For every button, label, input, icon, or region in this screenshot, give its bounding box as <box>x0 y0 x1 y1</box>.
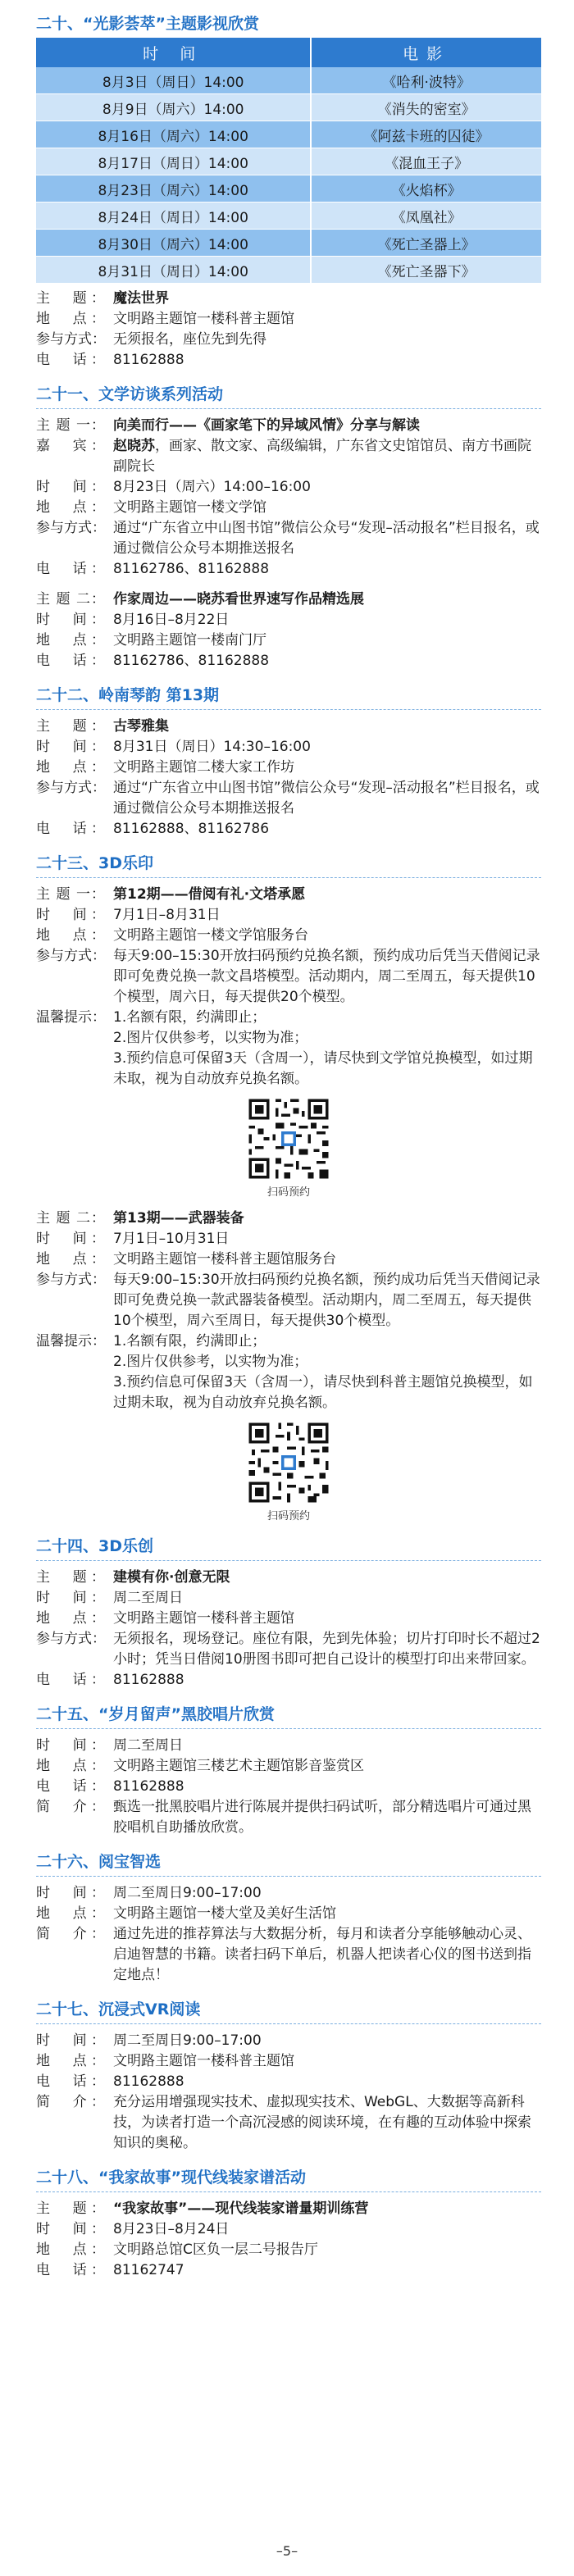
info-value: 每天9:00–15:30开放扫码预约兑换名额，预约成功后凭当天借阅记录即可免费兑换一款武器装备模型。活动期内，周二至周五，每天提供10个模型，周六至周日，每天提供30个模型。 <box>113 1272 540 1329</box>
info-value: 无须报名，座位先到先得 <box>113 331 266 348</box>
info-row <box>36 737 541 758</box>
info-label: 主 题 二： <box>36 591 105 608</box>
info-row <box>36 436 541 477</box>
table-cell: 《火焰杯》 <box>311 175 541 203</box>
info-row <box>36 1777 541 1797</box>
table-row <box>36 94 541 121</box>
info-label: 简 介： <box>36 2094 105 2110</box>
info-label: 时 间： <box>36 739 105 755</box>
guest-name: 赵晓苏 <box>113 438 155 454</box>
info-row <box>36 518 541 559</box>
info-value: 81162786、81162888 <box>113 653 270 669</box>
info-value: 甄选一批黑胶唱片进行陈展并提供扫码试听，部分精选唱片可通过黑胶唱机自助播放欣赏。 <box>113 1799 531 1836</box>
info-label: 时 间： <box>36 2221 105 2237</box>
divider <box>36 2023 541 2024</box>
info-value: “我家故事”——现代线装家谱量期训练营 <box>113 2201 369 2217</box>
info-value: 周二至周日 <box>113 1590 183 1606</box>
info-value: 作家周边——晓苏看世界速写作品精选展 <box>113 591 364 608</box>
issue-number: 第12期 <box>113 886 161 903</box>
info-label: 简 介： <box>36 1799 105 1815</box>
info-label: 参与方式： <box>36 1631 106 1647</box>
info-row <box>36 2260 541 2281</box>
info-label: 地 点： <box>36 759 105 776</box>
info-row <box>36 2072 541 2092</box>
info-value: 文明路总馆C区负一层二号报告厅 <box>113 2241 318 2258</box>
qr-code-icon[interactable] <box>246 1420 331 1505</box>
info-value: 81162786、81162888 <box>113 561 270 577</box>
table-row <box>36 121 541 148</box>
info-label: 地 点： <box>36 2241 105 2258</box>
movie-table <box>36 38 541 284</box>
info-row <box>36 2092 541 2154</box>
note-item: 1.名额有限，约满即止； <box>113 1333 266 1349</box>
info-row <box>36 610 541 630</box>
info-row <box>36 1568 541 1588</box>
table-cell: 《混血王子》 <box>311 148 541 175</box>
info-value: 魔法世界 <box>113 290 169 307</box>
info-row <box>36 350 541 371</box>
info-value: 81162747 <box>113 2262 184 2278</box>
section-title: 二十一、文学访谈系列活动 <box>36 385 224 403</box>
notes-label: 温馨提示： <box>36 1009 106 1026</box>
table-cell: 《消失的密室》 <box>311 94 541 121</box>
info-row <box>36 498 541 518</box>
info-row <box>36 651 541 671</box>
info-row <box>36 819 541 840</box>
info-value: 文明路主题馆一楼文学馆 <box>113 499 266 516</box>
table-header: 时 间 <box>36 38 311 67</box>
info-label: 电 话： <box>36 1778 105 1795</box>
info-label: 时 间： <box>36 1231 105 1247</box>
info-value: 文明路主题馆一楼科普主题馆 <box>113 1610 294 1627</box>
info-row <box>36 2219 541 2240</box>
info-label: 地 点： <box>36 311 105 327</box>
info-label: 电 话： <box>36 1672 105 1688</box>
qr-block <box>239 1096 338 1199</box>
info-row <box>36 758 541 778</box>
guest-bio: ，画家、散文家、高级编辑，广东省文史馆馆员、南方书画院副院长 <box>113 438 531 475</box>
info-value: 8月16日–8月22日 <box>113 612 230 628</box>
issue-number: 第13期 <box>113 1210 161 1227</box>
section-title: 二十五、“岁月留声”黑胶唱片欣赏 <box>36 1705 275 1723</box>
table-row <box>36 230 541 257</box>
info-value: 8月31日（周日）14:30–16:00 <box>113 739 311 755</box>
table-cell: 8月9日（周六）14:00 <box>36 94 311 121</box>
info-label: 简 介： <box>36 1926 105 1942</box>
divider <box>36 408 541 409</box>
info-value: 通过先进的推荐算法与大数据分析，每月和读者分享能够触动心灵、启迪智慧的书籍。读者扫码下单后，机器人把读者心仪的图书送到指定地点！ <box>113 1926 531 1983</box>
info-row <box>36 630 541 651</box>
info-row <box>36 559 541 580</box>
table-header: 电影 <box>311 38 541 67</box>
info-label: 地 点： <box>36 632 105 649</box>
info-value: 文明路主题馆三楼艺术主题馆影音鉴赏区 <box>113 1758 364 1774</box>
info-label: 电 话： <box>36 653 105 669</box>
divider <box>36 877 541 878</box>
table-cell: 《凤凰社》 <box>311 203 541 230</box>
divider <box>36 1560 541 1561</box>
info-label: 电 话： <box>36 352 105 368</box>
divider <box>36 1728 541 1729</box>
info-row <box>36 2199 541 2219</box>
info-row <box>36 2051 541 2072</box>
info-value: 81162888 <box>113 352 184 368</box>
info-label: 地 点： <box>36 1758 105 1774</box>
table-cell: 8月16日（周六）14:00 <box>36 121 311 148</box>
info-value: 充分运用增强现实技术、虚拟现实技术、WebGL、大数据等高新科技，为读者打造一个高沉浸感的阅读环境，在有趣的互动体验中探索知识的奥秘。 <box>113 2094 531 2151</box>
section-title: 二十二、岭南琴韵 第13期 <box>36 686 220 704</box>
info-value: 建模有你·创意无限 <box>113 1569 230 1586</box>
info-label: 地 点： <box>36 1905 105 1922</box>
issue-theme: ——武器装备 <box>160 1210 244 1227</box>
info-row <box>36 1270 541 1331</box>
info-row <box>36 778 541 819</box>
info-value <box>113 1208 541 1229</box>
notes-row <box>36 1008 541 1090</box>
info-row <box>36 1797 541 1838</box>
note-item: 2.图片仅供参考，以实物为准； <box>113 1354 308 1370</box>
section-title: 二十三、3D乐印 <box>36 854 153 872</box>
info-label: 地 点： <box>36 2053 105 2069</box>
info-value: 通过“广东省立中山图书馆”微信公众号“发现–活动报名”栏目报名，或通过微信公众号本期推送报名 <box>113 780 540 817</box>
table-cell: 《阿兹卡班的囚徒》 <box>311 121 541 148</box>
info-row <box>36 1904 541 1924</box>
qr-caption: 扫码预约 <box>266 1510 310 1522</box>
info-label: 电 话： <box>36 561 105 577</box>
info-row <box>36 905 541 926</box>
info-value: 周二至周日9:00–17:00 <box>113 2032 262 2049</box>
info-value: 每天9:00–15:30开放扫码预约兑换名额，预约成功后凭当天借阅记录即可免费兑换一款文昌塔模型。活动期内，周二至周五，每天提供10个模型，周六日，每天提供20个模型。 <box>113 948 540 1005</box>
info-value: 通过“广东省立中山图书馆”微信公众号“发现–活动报名”栏目报名，或通过微信公众号本期推送报名 <box>113 520 540 557</box>
info-row <box>36 309 541 330</box>
table-cell: 《哈利·波特》 <box>311 67 541 94</box>
info-value: 周二至周日9:00–17:00 <box>113 1885 262 1901</box>
info-label: 电 话： <box>36 2262 105 2278</box>
qr-code-icon[interactable] <box>246 1096 331 1181</box>
table-row <box>36 175 541 203</box>
info-row <box>36 1588 541 1609</box>
info-row <box>36 1229 541 1249</box>
info-label: 参与方式： <box>36 1272 106 1288</box>
qr-caption: 扫码预约 <box>266 1186 310 1199</box>
section-title: 二十、“光影荟萃”主题影视欣赏 <box>36 15 259 33</box>
info-label: 参与方式： <box>36 780 106 796</box>
divider <box>36 709 541 710</box>
info-row <box>36 477 541 498</box>
info-value: 81162888 <box>113 1672 184 1688</box>
note-item: 3.预约信息可保留3天（含周一），请尽快到科普主题馆兑换模型，如过期未取，视为自动放弃兑换名额。 <box>113 1374 533 1411</box>
note-item: 2.图片仅供参考，以实物为准； <box>113 1030 308 1046</box>
info-row <box>36 1756 541 1777</box>
info-value: 古琴雅集 <box>113 718 169 735</box>
table-row <box>36 203 541 230</box>
section-title: 二十七、沉浸式VR阅读 <box>36 2000 201 2018</box>
info-label: 时 间： <box>36 612 105 628</box>
info-label: 地 点： <box>36 1610 105 1627</box>
info-row <box>36 1924 541 1986</box>
info-value: 文明路主题馆一楼大堂及美好生活馆 <box>113 1905 336 1922</box>
info-row <box>36 289 541 309</box>
info-label: 参与方式： <box>36 520 106 536</box>
info-value: 文明路主题馆一楼科普主题馆 <box>113 311 294 327</box>
table-cell: 8月3日（周日）14:00 <box>36 67 311 94</box>
divider <box>36 1876 541 1877</box>
info-value: 周二至周日 <box>113 1737 183 1754</box>
info-value: 81162888、81162786 <box>113 821 270 837</box>
info-value: 文明路主题馆一楼文学馆服务台 <box>113 927 308 944</box>
info-label: 嘉 宾： <box>36 438 105 454</box>
info-label: 主 题 一： <box>36 886 105 903</box>
table-row <box>36 257 541 284</box>
info-label: 时 间： <box>36 907 105 923</box>
notes-row <box>36 1331 541 1413</box>
info-row <box>36 1609 541 1629</box>
info-value: 文明路主题馆一楼南门厅 <box>113 632 266 649</box>
table-cell: 《死亡圣器上》 <box>311 230 541 257</box>
section-title: 二十八、“我家故事”现代线装家谱活动 <box>36 2169 306 2187</box>
info-value: 文明路主题馆一楼科普主题馆 <box>113 2053 294 2069</box>
table-cell: 8月31日（周日）14:00 <box>36 257 311 284</box>
info-row <box>36 926 541 946</box>
info-value <box>113 436 541 477</box>
info-label: 参与方式： <box>36 331 106 348</box>
info-row <box>36 2240 541 2260</box>
info-label: 时 间： <box>36 1737 105 1754</box>
info-value: 向美而行——《画家笔下的异域风情》分享与解读 <box>113 417 420 434</box>
note-item: 1.名额有限，约满即止； <box>113 1009 266 1026</box>
notes-list <box>113 1331 541 1413</box>
info-label: 主 题： <box>36 718 105 735</box>
info-row <box>36 2031 541 2051</box>
info-row <box>36 946 541 1008</box>
table-row <box>36 148 541 175</box>
notes-label: 温馨提示： <box>36 1333 106 1349</box>
info-value: 文明路主题馆二楼大家工作坊 <box>113 759 294 776</box>
table-cell: 《死亡圣器下》 <box>311 257 541 284</box>
info-label: 地 点： <box>36 927 105 944</box>
info-label: 时 间： <box>36 1590 105 1606</box>
info-row <box>36 330 541 350</box>
info-label: 地 点： <box>36 1251 105 1268</box>
info-value: 无须报名，现场登记。座位有限，先到先体验；切片打印时长不超过2小时；凭当日借阅10册图书即可把自己设计的模型打印出来带回家。 <box>113 1631 540 1668</box>
info-label: 电 话： <box>36 2073 105 2090</box>
info-value: 81162888 <box>113 1778 184 1795</box>
info-row <box>36 885 541 905</box>
info-row <box>36 589 541 610</box>
table-cell: 8月23日（周六）14:00 <box>36 175 311 203</box>
info-label: 时 间： <box>36 479 105 495</box>
section-title: 二十四、3D乐创 <box>36 1537 153 1555</box>
info-label: 地 点： <box>36 499 105 516</box>
info-row <box>36 1670 541 1691</box>
info-label: 时 间： <box>36 1885 105 1901</box>
notes-list <box>113 1008 541 1090</box>
table-row <box>36 67 541 94</box>
table-cell: 8月30日（周六）14:00 <box>36 230 311 257</box>
divider <box>36 2191 541 2192</box>
note-item: 3.预约信息可保留3天（含周一），请尽快到文学馆兑换模型，如过期未取，视为自动放弃兑换名额。 <box>113 1050 533 1087</box>
info-label: 主 题 二： <box>36 1210 105 1227</box>
qr-block <box>239 1420 338 1522</box>
info-row <box>36 1249 541 1270</box>
info-row <box>36 1883 541 1904</box>
info-label: 电 话： <box>36 821 105 837</box>
info-row <box>36 1736 541 1756</box>
table-cell: 8月17日（周日）14:00 <box>36 148 311 175</box>
info-row <box>36 416 541 436</box>
info-value: 8月23日–8月24日 <box>113 2221 230 2237</box>
info-label: 主 题： <box>36 290 105 307</box>
info-value: 81162888 <box>113 2073 184 2090</box>
info-value: 7月1日–8月31日 <box>113 907 221 923</box>
info-label: 主 题 一： <box>36 417 105 434</box>
info-label: 主 题： <box>36 2201 105 2217</box>
info-value: 文明路主题馆一楼科普主题馆服务台 <box>113 1251 336 1268</box>
info-row <box>36 1208 541 1229</box>
info-value: 7月1日–10月31日 <box>113 1231 230 1247</box>
page-number: –5– <box>276 2543 298 2559</box>
info-label: 时 间： <box>36 2032 105 2049</box>
info-value <box>113 885 541 905</box>
issue-theme: ——借阅有礼·文塔承愿 <box>160 886 306 903</box>
info-row <box>36 717 541 737</box>
info-value: 8月23日（周六）14:00–16:00 <box>113 479 311 495</box>
section-title: 二十六、阅宝智选 <box>36 1853 162 1871</box>
info-label: 参与方式： <box>36 948 106 964</box>
info-label: 主 题： <box>36 1569 105 1586</box>
info-row <box>36 1629 541 1670</box>
table-cell: 8月24日（周日）14:00 <box>36 203 311 230</box>
